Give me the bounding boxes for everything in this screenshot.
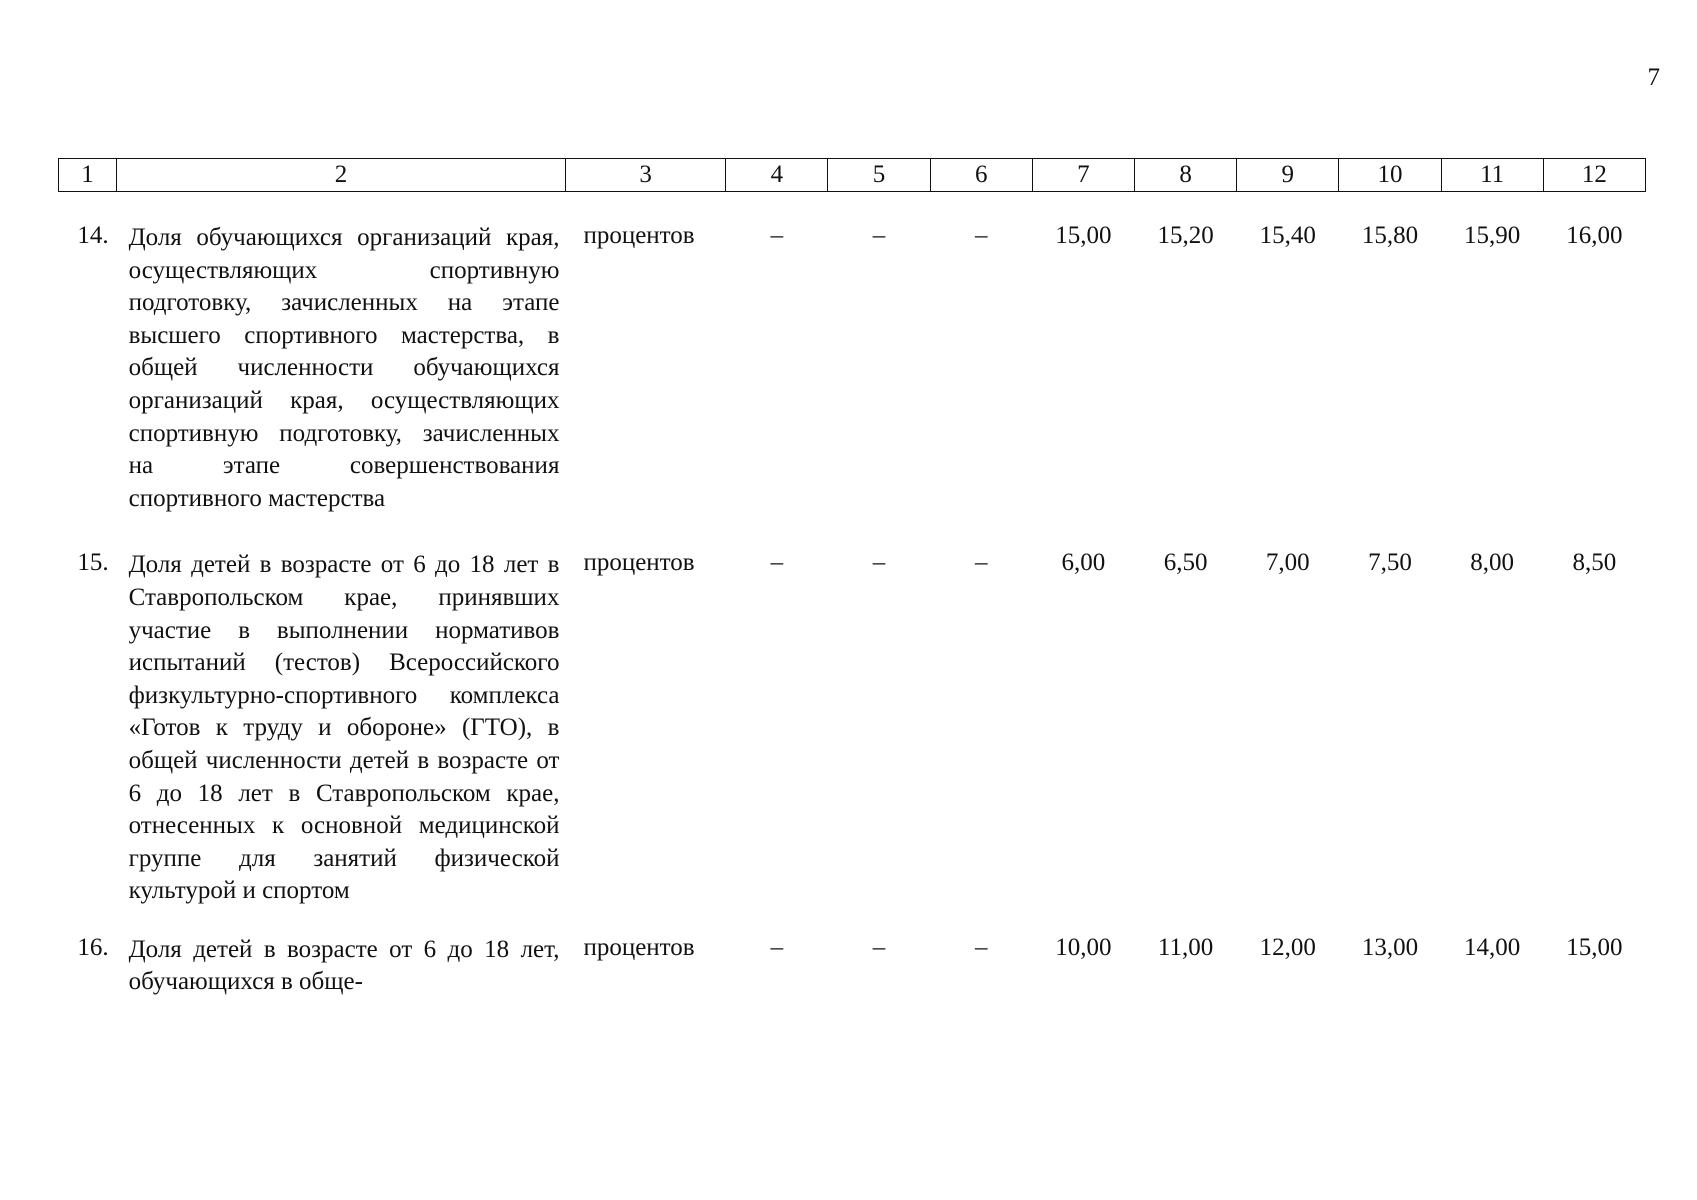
value-cell: 15,40 [1259, 222, 1316, 249]
header-cell: 3 [565, 159, 725, 192]
value-cell: 7,00 [1265, 549, 1310, 577]
row-number: 16. [77, 933, 109, 961]
table-row [59, 515, 1646, 908]
value-cell: 16,00 [1566, 222, 1623, 249]
header-cell: 5 [828, 159, 930, 192]
header-cell: 6 [930, 159, 1032, 192]
page-number: 7 [1647, 64, 1660, 91]
value-cell: 13,00 [1361, 933, 1419, 961]
value-cell: 15,00 [1055, 222, 1112, 249]
value-cell: – [974, 549, 988, 577]
header-cell: 4 [726, 159, 828, 192]
header-cell: 11 [1441, 159, 1543, 192]
value-cell: 15,80 [1361, 222, 1419, 249]
value-cell: – [872, 222, 886, 249]
header-cell: 7 [1032, 159, 1134, 192]
value-cell: – [872, 549, 886, 577]
value-cell: 8,50 [1572, 549, 1617, 577]
row-number: 14. [77, 222, 109, 249]
value-cell: – [770, 222, 784, 249]
value-cell: 6,00 [1061, 549, 1106, 577]
value-cell: 11,00 [1157, 933, 1214, 961]
value-cell: 14,00 [1464, 933, 1521, 961]
indicator-name: Доля детей в возрасте от 6 до 18 лет в Ставропольском крае, принявших участие в выполнении нормативов испытаний (тестов) Всероссийского физкультурно-спортивного комплекса «Готов к труду и обороне» (ГТО), в общей численности детей в возрасте от 6 до 18 лет в Ставропольском крае, отнесенных к основной медицинской группе для занятий физической культурой и спортом [128, 551, 560, 905]
column-number-header-row [59, 159, 1646, 192]
unit-of-measure: процентов [583, 222, 695, 249]
value-cell: 15,90 [1464, 222, 1521, 249]
value-cell: 15,20 [1157, 222, 1214, 249]
value-cell: 6,50 [1163, 549, 1208, 577]
header-cell: 9 [1237, 159, 1339, 192]
value-cell: 8,00 [1470, 549, 1515, 577]
value-cell: – [770, 549, 784, 577]
table-row [59, 192, 1646, 516]
value-cell: 12,00 [1259, 933, 1316, 961]
indicator-name: Доля обучающихся организаций края, осуществляющих спортивную подготовку, зачисленных на этапе высшего спортивного мастерства, в общей численности обучающихся организаций края, осуществляющих спортивную подготовку, зачисленных на этапе совершенствования спортивного мастерства [128, 224, 560, 512]
header-cell: 10 [1339, 159, 1441, 192]
value-cell: – [872, 933, 886, 961]
unit-of-measure: процентов [583, 933, 695, 961]
value-cell: – [974, 222, 988, 249]
unit-of-measure: процентов [583, 549, 695, 577]
header-cell: 1 [59, 159, 117, 192]
indicator-table [58, 158, 1646, 999]
header-cell: 8 [1135, 159, 1237, 192]
value-cell: 10,00 [1055, 933, 1112, 961]
header-cell: 2 [117, 159, 566, 192]
value-cell: 7,50 [1368, 549, 1412, 577]
row-number: 15. [77, 549, 109, 577]
value-cell: – [974, 933, 988, 961]
table-row [59, 908, 1646, 999]
indicator-name: Доля детей в возрасте от 6 до 18 лет, обучающихся в обще- [128, 935, 560, 996]
value-cell: – [770, 933, 784, 961]
value-cell: 15,00 [1566, 933, 1623, 961]
header-cell: 12 [1543, 159, 1645, 192]
